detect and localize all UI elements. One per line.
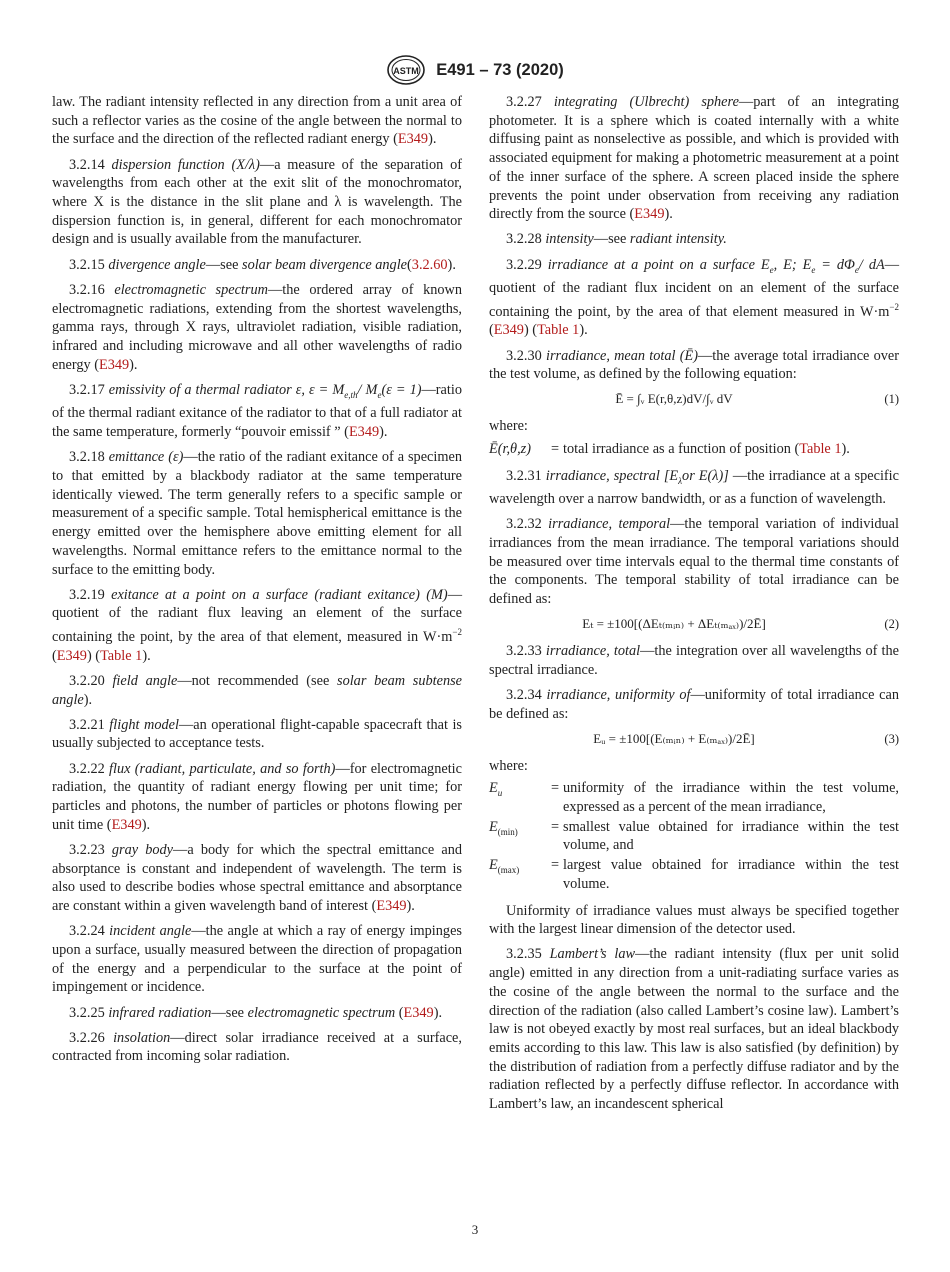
reference-link[interactable]: E349 bbox=[403, 1004, 434, 1021]
variable-description: total irradiance as a function of position (Table 1). bbox=[563, 440, 850, 457]
definition-3-2-35: 3.2.35 Lambert’s law—the radiant intensity (flux per unit solid angle) emitted in any direction from a unit-radiating surface varies as the cosine of the angle between the normal to the surface and the direction of the radiation (also called Lambert’s cosine law). Lambert’s law is not obeyed exactly by most real surfaces, but an ideal blackbody emits according to this law. This law is also satisfied (by definition) by the distribution of radiation from a perfectly diffuse radiator and by the radiation reflected by a perfectly diffuse reflector. In accordance with Lambert’s law, an incandescent spherical bbox=[489, 946, 899, 1113]
page-number: 3 bbox=[471, 1222, 479, 1237]
reference-link[interactable]: E349 bbox=[397, 131, 429, 148]
reference-link[interactable]: E349 bbox=[348, 424, 380, 441]
standard-designation: E491 – 73 (2020) bbox=[436, 60, 564, 79]
definition-3-2-23: 3.2.23 gray body—a body for which the spectral emittance and absorptance is constant and independent of wavelength. The term is also used to describe bodies whose spectral emittance and absorptance are constant within a given wavelength band of interest (E349). bbox=[52, 841, 462, 915]
paragraph-continued: law. The radiant intensity reflected in any direction from a unit area of such a reflector varies as the cosine of the angle between the normal to the surface and the direction of the reflected radiant energy (E349). bbox=[52, 94, 462, 148]
definition-3-2-15: 3.2.15 divergence angle—see solar beam divergence angle(3.2.60). bbox=[69, 256, 456, 273]
definition-3-2-20: 3.2.20 field angle—not recommended (see solar beam subtense angle). bbox=[52, 672, 462, 708]
table-link[interactable]: Table 1 bbox=[537, 322, 580, 339]
definition-3-2-32: 3.2.32 irradiance, temporal—the temporal variation of individual irradiances from the mean irradiance. The temporal variations should be measured over time intervals equal to the thermal time constants of the components. The temporal stability of total irradiance can be defined as: bbox=[489, 516, 900, 608]
reference-link[interactable]: 3.2.60 bbox=[411, 256, 448, 273]
reference-link[interactable]: E349 bbox=[98, 356, 130, 373]
definition-3-2-21: 3.2.21 flight model—an operational flight-capable spacecraft that is usually subjected to acceptance tests. bbox=[52, 716, 462, 752]
definition-3-2-26: 3.2.26 insolation—direct solar irradiance received at a surface, contracted from incoming solar radiation. bbox=[52, 1029, 462, 1065]
left-column bbox=[52, 93, 462, 1073]
variable-description: smallest value obtained for irradiance within the test volume, and bbox=[563, 818, 899, 854]
table-link[interactable]: Table 1 bbox=[100, 647, 143, 664]
definition-3-2-28: 3.2.28 intensity—see radiant intensity. bbox=[506, 231, 727, 248]
variable-description: uniformity of the irradiance within the test volume, expressed as a percent of the mean irradiance, bbox=[563, 780, 899, 815]
definition-3-2-29: 3.2.29 irradiance at a point on a surface $E_e$, E; $E_e = d\Phi_e/$ dA—quotient of the radiant flux incident on an element of the surface containing the point, by the area of that element measured in $W\cdot m^{-2}$ (E349) (Table 1). bbox=[489, 256, 900, 339]
svg-text:ASTM: ASTM bbox=[393, 66, 419, 76]
reference-link[interactable]: E349 bbox=[56, 647, 87, 664]
table-link[interactable]: Table 1 bbox=[799, 440, 842, 457]
where-label: where: bbox=[489, 418, 528, 435]
variable-definition: $E_u$ = uniformity of the irradiance within the test volume, expressed as a percent of the mean irradiance, bbox=[489, 780, 899, 815]
variable-symbol: $E_{(max)}$ bbox=[489, 857, 520, 875]
variable-definitions-2 bbox=[489, 779, 899, 893]
uniformity-note: Uniformity of irradiance values must always be specified together with the largest linear dimension of the detector used. bbox=[489, 902, 899, 938]
definition-3-2-33: 3.2.33 irradiance, total—the integration over all wavelengths of the spectral irradiance. bbox=[489, 643, 899, 678]
equation-1-formula: Ē = ∫ᵥ E(r,θ,z)dV/∫ᵥ dV bbox=[615, 391, 733, 407]
definition-3-2-30: 3.2.30 irradiance, mean total (Ē)—the average total irradiance over the test volume, as defined by the following equation: bbox=[489, 347, 899, 383]
variable-symbol: $E_{(min)}$ bbox=[489, 818, 518, 837]
definition-3-2-25: 3.2.25 infrared radiation—see electromagnetic spectrum (E349). bbox=[69, 1004, 443, 1021]
equation-2 bbox=[489, 615, 899, 634]
equation-3-number: (3) bbox=[884, 731, 899, 746]
page-header bbox=[0, 54, 950, 86]
definition-3-2-19: 3.2.19 exitance at a point on a surface (radiant exitance) (M)—quotient of the radiant flux leaving an element of the surface containing the point, by the area of that element, measured in $W\cdot m^{-2}$ (E349) (Table 1). bbox=[52, 586, 462, 664]
variable-symbol: $E_u$ bbox=[489, 780, 503, 799]
equation-3 bbox=[489, 730, 899, 749]
equation-1-number: (1) bbox=[884, 392, 899, 407]
right-column bbox=[489, 93, 899, 1120]
equation-2-formula: Eₜ = ±100[(ΔEₜ₍ₘᵢₙ₎ + ΔEₜ₍ₘₐₓ₎)/2Ē] bbox=[582, 616, 766, 632]
equation-1 bbox=[489, 390, 899, 409]
variable-definitions-1 bbox=[489, 440, 899, 459]
equation-2-number: (2) bbox=[884, 617, 899, 632]
definition-3-2-31: 3.2.31 irradiance, spectral [$E_\lambda or$ E(λ)] —the irradiance at a specific wavelength over a narrow bandwidth, or as a function of wavelength. bbox=[489, 467, 899, 508]
where-label: where: bbox=[489, 757, 528, 774]
definition-3-2-14: 3.2.14 dispersion function (X/λ)—a measure of the separation of wavelengths from each other at the exit slit of the monochromator, where X is the distance in the slit plane and λ is wavelength. The dispersion function is, in general, different for each monochromator design and is usually available from the manufacturer. bbox=[52, 156, 462, 248]
variable-definition: $E_{(min)}$ = smallest value obtained for irradiance within the test volume, and bbox=[489, 818, 899, 854]
definition-3-2-17: 3.2.17 emissivity of a thermal radiator ε, $\varepsilon = M_{e,th}/$ $M_e(\varepsilon$ = 1)—ratio of the thermal radiant exitance of the radiator to that of a full radiator at the same temperature, formerly “pouvoir emissif ” (E349). bbox=[52, 381, 462, 441]
reference-link[interactable]: E349 bbox=[376, 898, 407, 915]
variable-symbol: Ē(r,θ,z) bbox=[489, 440, 531, 457]
reference-link[interactable]: E349 bbox=[111, 816, 142, 833]
reference-link[interactable]: E349 bbox=[634, 206, 665, 223]
definition-3-2-34: 3.2.34 irradiance, uniformity of—uniformity of total irradiance can be defined as: bbox=[489, 686, 899, 722]
variable-definition: $E_{(max)}$ = largest value obtained for irradiance within the test volume. bbox=[489, 857, 899, 892]
reference-link[interactable]: E349 bbox=[493, 322, 524, 339]
astm-logo-icon bbox=[386, 54, 426, 86]
definition-3-2-24: 3.2.24 incident angle—the angle at which a ray of energy impinges upon a surface, usually measured between the direction of propagation of the energy and a perpendicular to the surface at the point of impingement or incidence. bbox=[52, 923, 462, 996]
definition-3-2-16: 3.2.16 electromagnetic spectrum—the ordered array of known electromagnetic radiations, extending from the shortest wavelengths, gamma rays, through X rays, ultraviolet radiation, visible radiation, infrared and including microwave and all other wavelengths of radio energy (E349). bbox=[52, 281, 462, 373]
variable-definition: Ē(r,θ,z) = total irradiance as a function of position (Table 1). bbox=[489, 440, 899, 459]
variable-description: largest value obtained for irradiance within the test volume. bbox=[563, 857, 899, 892]
definition-3-2-27: 3.2.27 integrating (Ulbrecht) sphere—part of an integrating photometer. It is a sphere which is coated internally with a white diffusing paint as nonselective as possible, and which is provided with associated equipment for making a photometric measurement at a point of the inner surface of the sphere. A screen placed inside the sphere prevents the point under observation from receiving any radiation directly from the source (E349). bbox=[489, 94, 899, 223]
definition-3-2-18: 3.2.18 emittance (ε)—the ratio of the radiant exitance of a specimen to that emitted by a blackbody radiator at the same temperature identically viewed. The term generally refers to a specific sample or measurement of a specific sample. Total hemispherical emittance is the energy emitted over the hemisphere above emitting element for all wavelengths. Normal emittance refers to the emittance normal to the surface to the emitting body. bbox=[52, 449, 462, 578]
equation-3-formula: Eᵤ = ±100[(E₍ₘᵢₙ₎ + E₍ₘₐₓ₎)/2Ē] bbox=[593, 730, 755, 746]
definition-3-2-22: 3.2.22 flux (radiant, particulate, and so forth)—for electromagnetic radiation, the quantity of radiant energy flowing per unit time; for particles and photons, the number of particles or photons flowing per unit time (E349). bbox=[52, 760, 462, 833]
